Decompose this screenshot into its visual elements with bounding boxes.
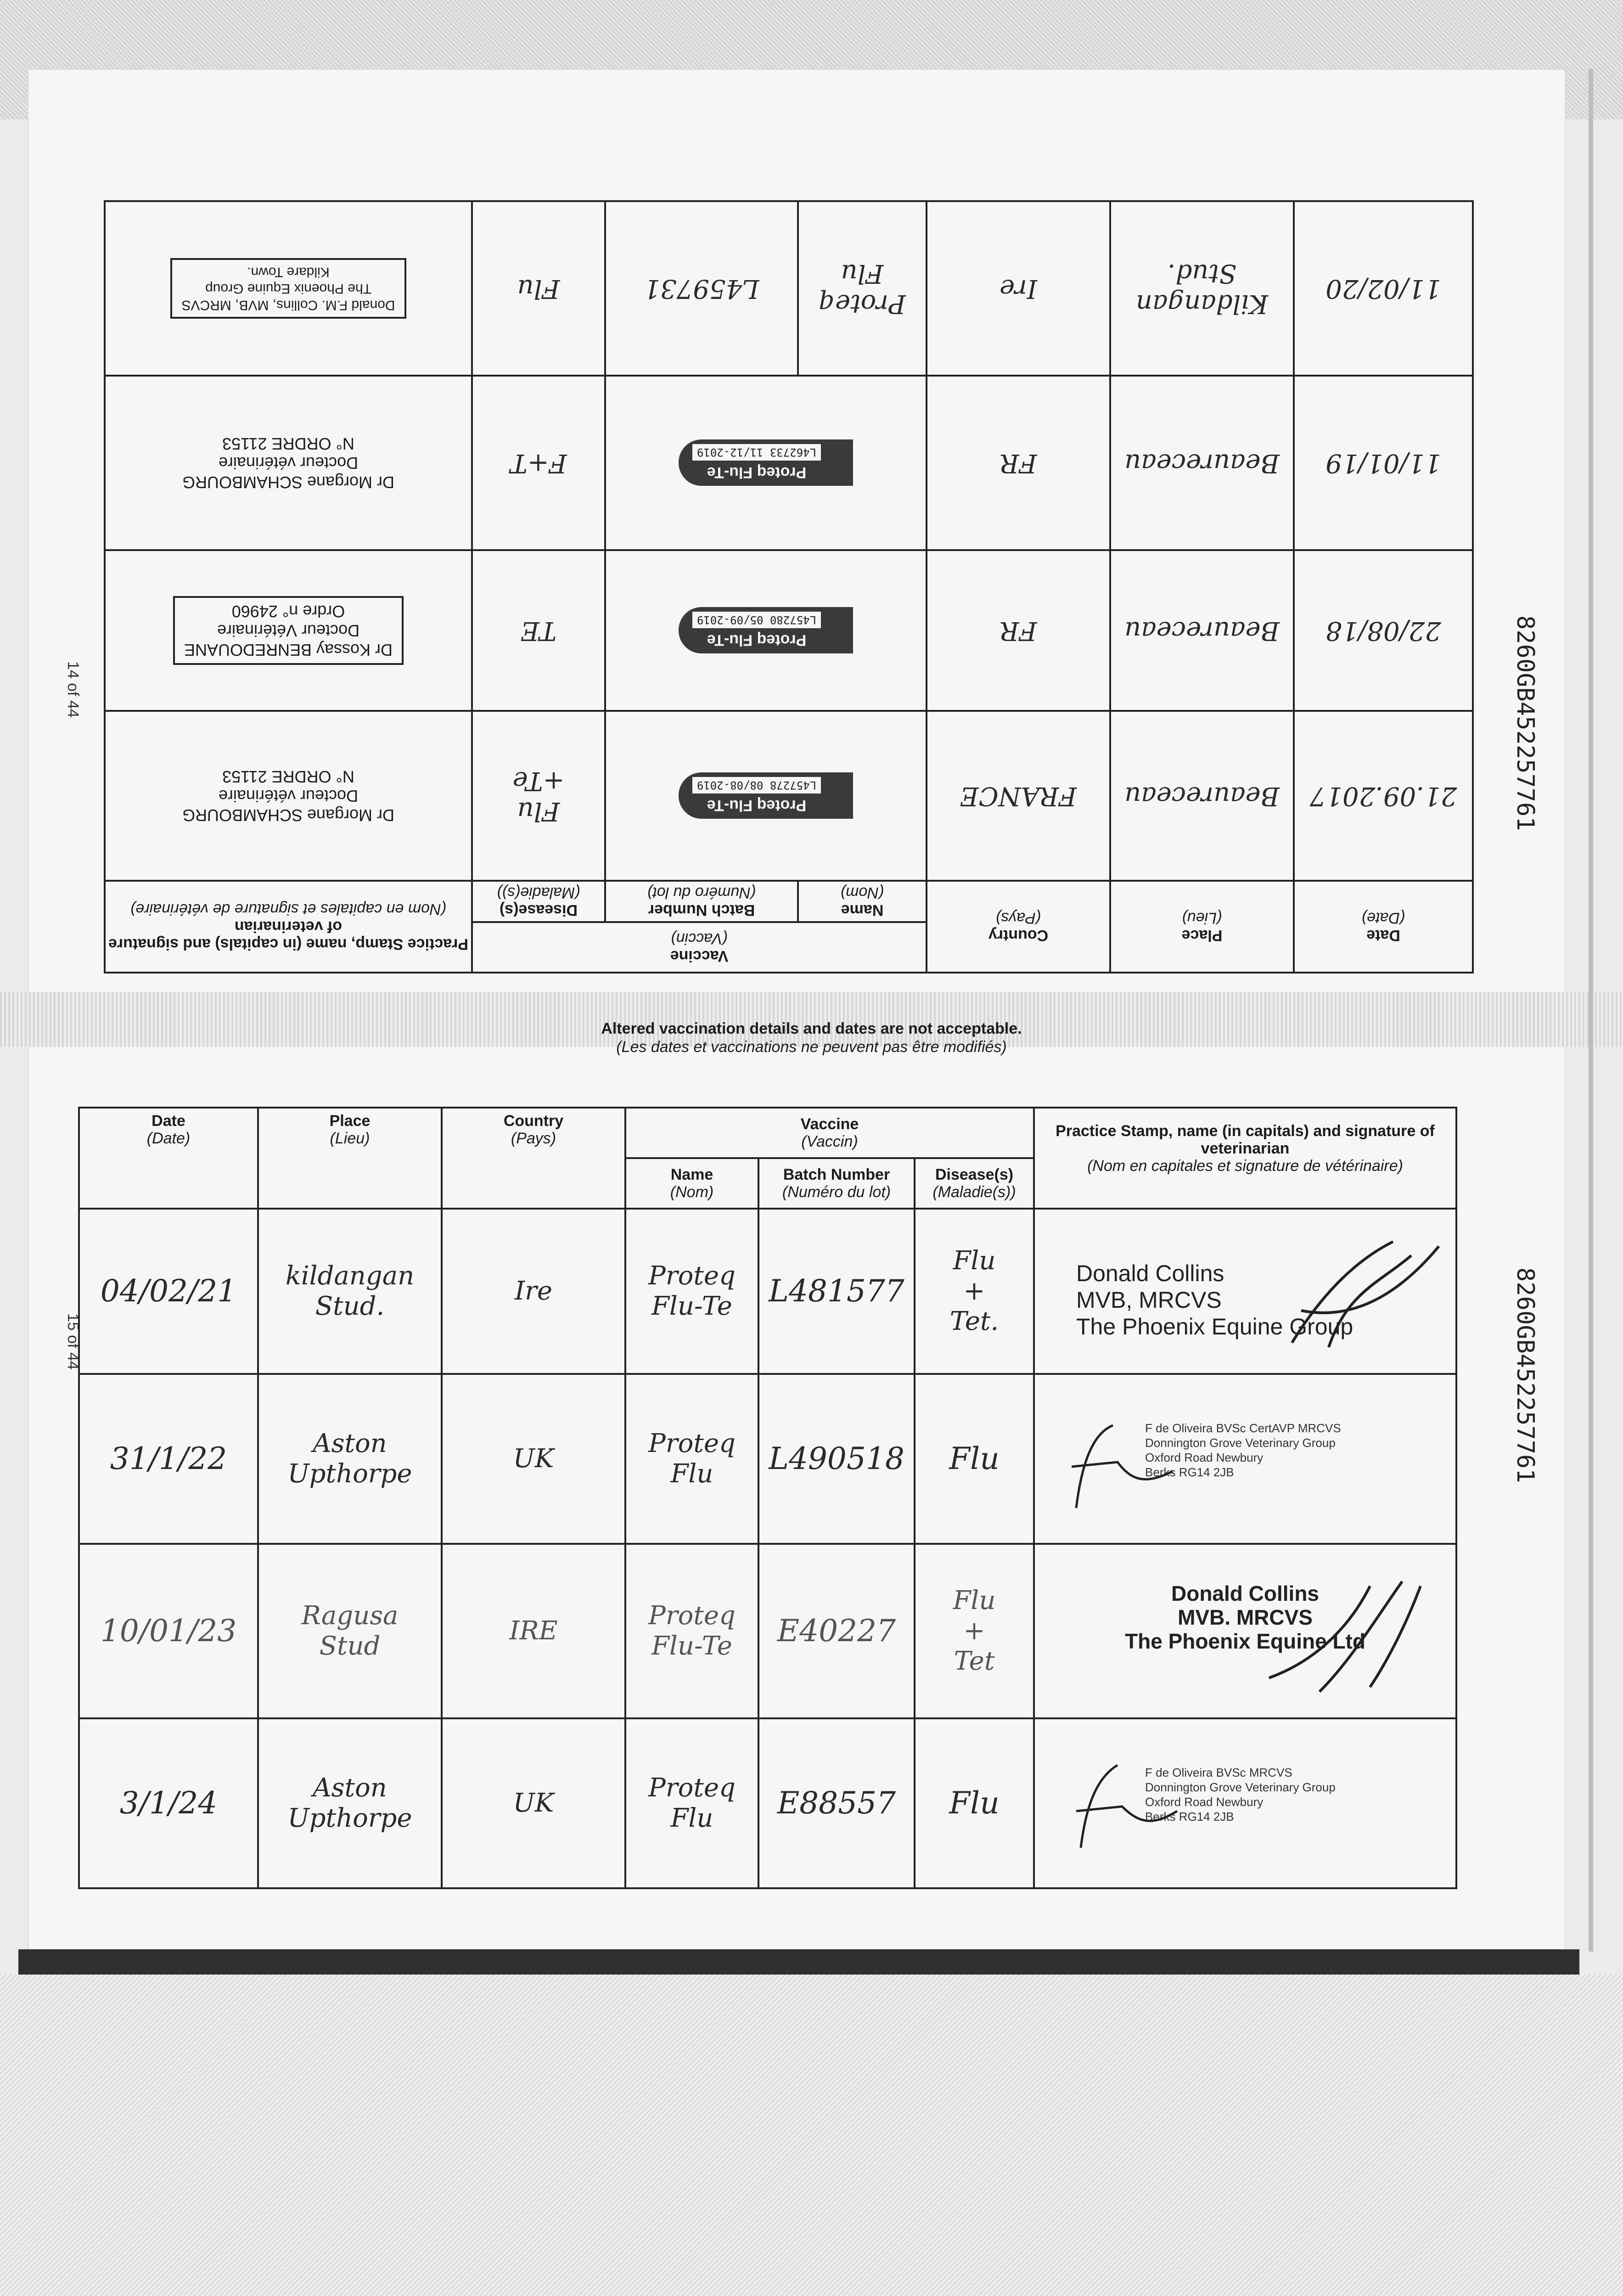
row-stamp: Donald F.M. Collins, MVB, MRCVS The Phoenix Equine Group Kildare Town. xyxy=(105,201,472,376)
upper-vaccination-table xyxy=(104,200,1474,974)
row-country: FR xyxy=(927,376,1110,550)
row-stamp xyxy=(1034,1718,1456,1888)
vet-stamp-text: Donald Collins MVB. MRCVS The Phoenix Equine Ltd xyxy=(1125,1581,1365,1653)
passport-code-lower: 8260GB452257761 xyxy=(1511,1267,1539,1483)
header-vaccine: Vaccine (Vaccin) xyxy=(625,1108,1034,1158)
vaccine-sticker: Proteq Flu-Te L457280 05/09-2019 xyxy=(679,608,853,654)
row-date: 21.09.2017 xyxy=(1294,711,1473,881)
upper-vaccination-page xyxy=(106,202,1474,974)
row-place: Ragusa Stud xyxy=(258,1544,442,1718)
row-place: Aston Upthorpe xyxy=(258,1718,442,1888)
header-batch: Batch Number (Numéro du lot) xyxy=(758,1158,915,1209)
header-date: Date (Date) xyxy=(1294,881,1473,973)
row-date: 22/08/18 xyxy=(1294,550,1473,711)
row-stamp: Dr Morgane SCHAMBOURG Docteur vétérinaire N° ORDRE 21153 xyxy=(105,711,472,881)
row-stamp xyxy=(1034,1544,1456,1718)
lower-vaccination-table xyxy=(78,1107,1457,1889)
page-number-lower: 15 of 44 xyxy=(64,1313,82,1370)
vaccine-sticker: Proteq Flu-Te L457278 08/08-2019 xyxy=(679,773,853,819)
vaccine-sticker: Proteq Flu-Te L462733 11/12-2019 xyxy=(679,440,853,486)
row-stamp xyxy=(1034,1374,1456,1544)
header-disease: Disease(s) (Maladie(s)) xyxy=(472,881,605,922)
row-date: 3/1/24 xyxy=(79,1718,258,1888)
row-disease: Flu + Tet. xyxy=(915,1209,1034,1374)
row-batch: E40227 xyxy=(758,1544,915,1718)
stamp-area xyxy=(1035,1375,1455,1543)
table-row xyxy=(105,711,1473,881)
row-date: 11/02/20 xyxy=(1294,201,1473,376)
table-row xyxy=(105,376,1473,550)
row-date: 04/02/21 xyxy=(79,1209,258,1374)
row-country: UK xyxy=(442,1374,625,1544)
row-date: 11/01/19 xyxy=(1294,376,1473,550)
row-disease: Flu + Tet xyxy=(915,1544,1034,1718)
header-place: Place (Lieu) xyxy=(1110,881,1294,973)
table-row xyxy=(105,550,1473,711)
table-row xyxy=(79,1544,1456,1718)
header-place: Place (Lieu) xyxy=(258,1108,442,1209)
row-disease: Flu xyxy=(915,1718,1034,1888)
header-stamp: Practice Stamp, name (in capitals) and signature of veterinarian (Nom en capitales et signature de vétérinaire) xyxy=(1034,1108,1456,1209)
book-cover-edge xyxy=(18,1949,1579,1977)
vet-stamp-text: F de Oliveira BVSc CertAVP MRCVS Donnington Grove Veterinary Group Oxford Road Newbury Berks RG14 2JB xyxy=(1145,1421,1341,1479)
vet-stamp-text: F de Oliveira BVSc MRCVS Donnington Grove Veterinary Group Oxford Road Newbury Berks RG14 2JB xyxy=(1145,1766,1336,1823)
row-disease: TE xyxy=(472,550,605,711)
header-name: Name (Nom) xyxy=(798,881,927,922)
header-disease: Disease(s) (Maladie(s)) xyxy=(915,1158,1034,1209)
row-place: Beaureceau xyxy=(1110,376,1294,550)
alteration-notice: Altered vaccination details and dates are not acceptable. (Les dates et vaccinations ne peuvent pas être modifiés) xyxy=(601,1020,1022,1056)
table-row xyxy=(79,1718,1456,1888)
row-vaccine-name: Proteq Flu-Te xyxy=(625,1544,758,1718)
signature-icon xyxy=(1062,1756,1182,1857)
vaccine-label-cell xyxy=(605,376,927,550)
row-batch: L481577 xyxy=(758,1209,915,1374)
table-row xyxy=(105,201,1473,376)
row-country: FRANCE xyxy=(927,711,1110,881)
signature-icon xyxy=(1062,1416,1182,1517)
vet-stamp-text: Donald Collins MVB, MRCVS The Phoenix Equine Group xyxy=(1076,1261,1353,1339)
row-country: UK xyxy=(442,1718,625,1888)
row-batch: E88557 xyxy=(758,1718,915,1888)
row-vaccine-name: Proteq Flu xyxy=(625,1718,758,1888)
stamp-area xyxy=(1035,1719,1455,1887)
vaccine-label-cell xyxy=(605,550,927,711)
row-country: FR xyxy=(927,550,1110,711)
row-batch: L490518 xyxy=(758,1374,915,1544)
row-vaccine-name: Proteq Flu-Te xyxy=(625,1209,758,1374)
passport-code-upper: 8260GB452257761 xyxy=(1511,615,1539,831)
header-vaccine: Vaccine (Vaccin) xyxy=(472,922,927,973)
row-disease: Flu +Te xyxy=(472,711,605,881)
stamp-area xyxy=(1035,1210,1455,1373)
header-date: Date (Date) xyxy=(79,1108,258,1209)
stamp-area xyxy=(1035,1545,1455,1717)
header-country: Country (Pays) xyxy=(927,881,1110,973)
photocopy-bottom-area xyxy=(0,1975,1623,2296)
row-stamp xyxy=(1034,1209,1456,1374)
header-batch: Batch Number (Numéro du lot) xyxy=(605,881,798,922)
row-vaccine-name: Proteq Flu xyxy=(625,1374,758,1544)
signature-icon xyxy=(1251,1568,1434,1705)
row-place: Aston Upthorpe xyxy=(258,1374,442,1544)
vaccine-label-cell xyxy=(605,711,927,881)
row-place: Beaureceau xyxy=(1110,550,1294,711)
page-edge xyxy=(1589,69,1593,1952)
row-country: IRE xyxy=(442,1544,625,1718)
row-country: Ire xyxy=(927,201,1110,376)
row-stamp: Dr Morgane SCHAMBOURG Docteur vétérinaire N° ORDRE 21153 xyxy=(105,376,472,550)
signature-icon xyxy=(1274,1228,1448,1366)
row-batch: L459731 xyxy=(605,201,798,376)
row-country: Ire xyxy=(442,1209,625,1374)
row-place: Kildangan Stud. xyxy=(1110,201,1294,376)
header-name: Name (Nom) xyxy=(625,1158,758,1209)
row-date: 10/01/23 xyxy=(79,1544,258,1718)
row-place: Beaureceau xyxy=(1110,711,1294,881)
row-stamp: Dr Kossay BENREDOUANE Docteur Vétérinaire Ordre n° 24960 xyxy=(105,550,472,711)
header-country: Country (Pays) xyxy=(442,1108,625,1209)
row-vaccine-name: Proteq Flu xyxy=(798,201,927,376)
row-date: 31/1/22 xyxy=(79,1374,258,1544)
table-row xyxy=(79,1209,1456,1374)
page-number-upper: 14 of 44 xyxy=(64,661,82,718)
row-disease: Flu xyxy=(472,201,605,376)
table-row xyxy=(79,1374,1456,1544)
row-disease: F+T xyxy=(472,376,605,550)
row-place: kildangan Stud. xyxy=(258,1209,442,1374)
row-disease: Flu xyxy=(915,1374,1034,1544)
header-stamp: Practice Stamp, name (in capitals) and signature of veterinarian (Nom en capitales et signature de vétérinaire) xyxy=(105,881,472,973)
